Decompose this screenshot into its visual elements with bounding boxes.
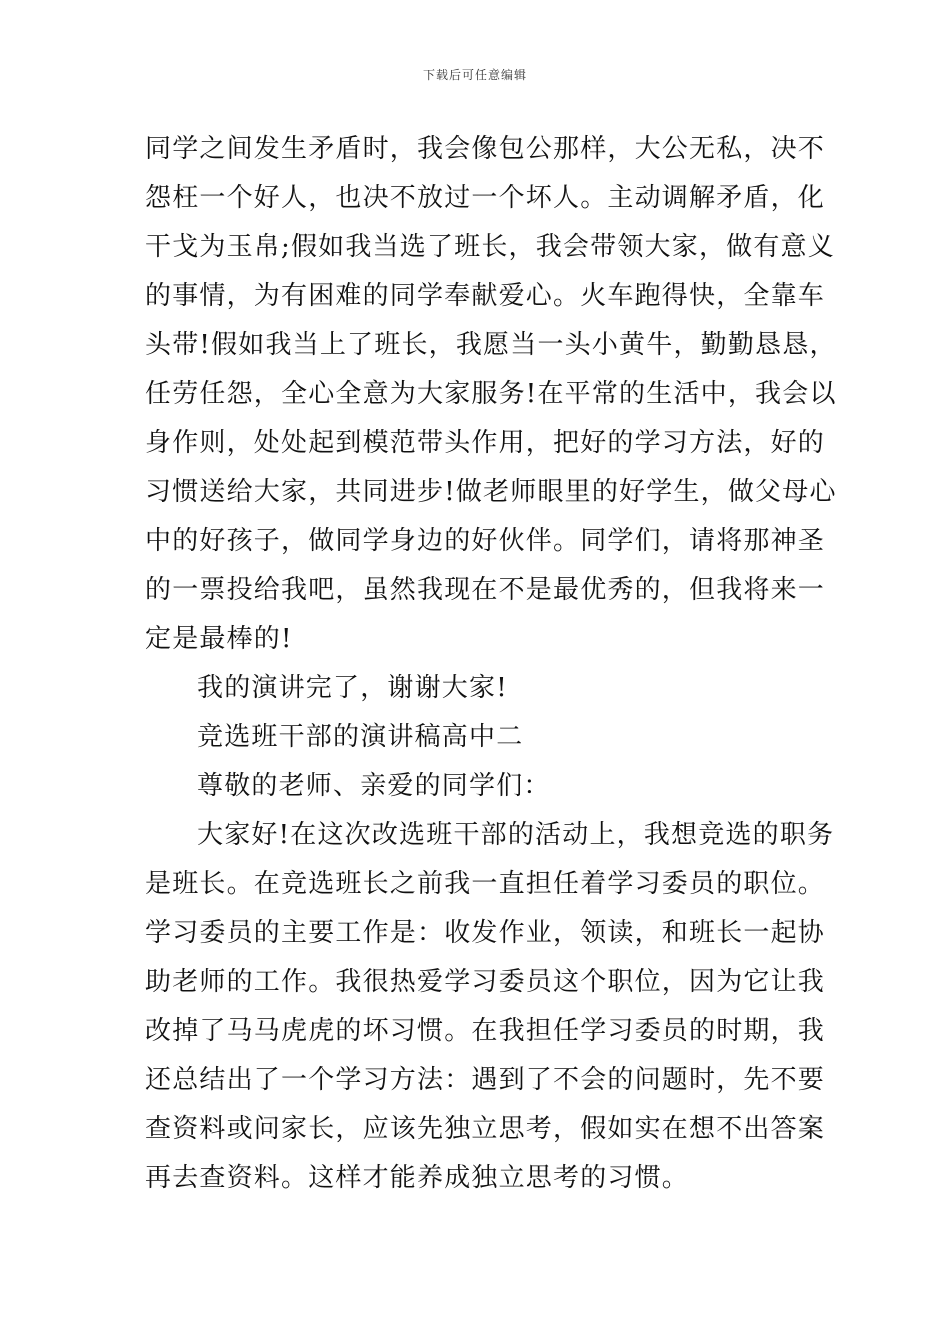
text-line: 还总结出了一个学习方法：遇到了不会的问题时，先不要 bbox=[145, 1065, 826, 1095]
document-body bbox=[145, 125, 837, 1203]
text-line: 再去查资料。这样才能养成独立思考的习惯。 bbox=[145, 1163, 690, 1193]
text-line: 改掉了马马虎虎的坏习惯。在我担任学习委员的时期，我 bbox=[145, 1016, 826, 1046]
text-line: 干戈为玉帛;假如我当选了班长，我会带领大家，做有意义 bbox=[145, 232, 835, 262]
text-line: 身作则，处处起到模范带头作用，把好的学习方法，好的 bbox=[145, 428, 826, 458]
text-line: 习惯送给大家，共同进步!做老师眼里的好学生，做父母心 bbox=[145, 477, 837, 507]
text-line: 同学之间发生矛盾时，我会像包公那样，大公无私，决不 bbox=[145, 134, 826, 164]
closing-line: 我的演讲完了，谢谢大家! bbox=[197, 673, 508, 703]
text-line: 的事情，为有困难的同学奉献爱心。火车跑得快，全靠车 bbox=[145, 281, 826, 311]
text-line: 是班长。在竞选班长之前我一直担任着学习委员的职位。 bbox=[145, 869, 826, 899]
header-note: 下载后可任意编辑 bbox=[422, 68, 527, 82]
text-line: 怨枉一个好人，也决不放过一个坏人。主动调解矛盾，化 bbox=[145, 183, 826, 213]
salutation: 尊敬的老师、亲爱的同学们： bbox=[197, 771, 551, 801]
text-line: 中的好孩子，做同学身边的好伙伴。同学们，请将那神圣 bbox=[145, 526, 826, 556]
text-line: 查资料或问家长，应该先独立思考，假如实在想不出答案 bbox=[145, 1114, 826, 1144]
text-line: 任劳任怨，全心全意为大家服务!在平常的生活中，我会以 bbox=[145, 379, 837, 409]
text-line: 大家好!在这次改选班干部的活动上，我想竞选的职务 bbox=[197, 820, 835, 850]
text-line: 定是最棒的! bbox=[145, 624, 293, 654]
text-line: 学习委员的主要工作是：收发作业，领读，和班长一起协 bbox=[145, 918, 826, 948]
text-line: 助老师的工作。我很热爱学习委员这个职位，因为它让我 bbox=[145, 967, 826, 997]
section-heading: 竞选班干部的演讲稿高中二 bbox=[197, 722, 524, 752]
text-line: 的一票投给我吧，虽然我现在不是最优秀的，但我将来一 bbox=[145, 575, 826, 605]
text-line: 头带!假如我当上了班长，我愿当一头小黄牛，勤勤恳恳， bbox=[145, 330, 837, 360]
